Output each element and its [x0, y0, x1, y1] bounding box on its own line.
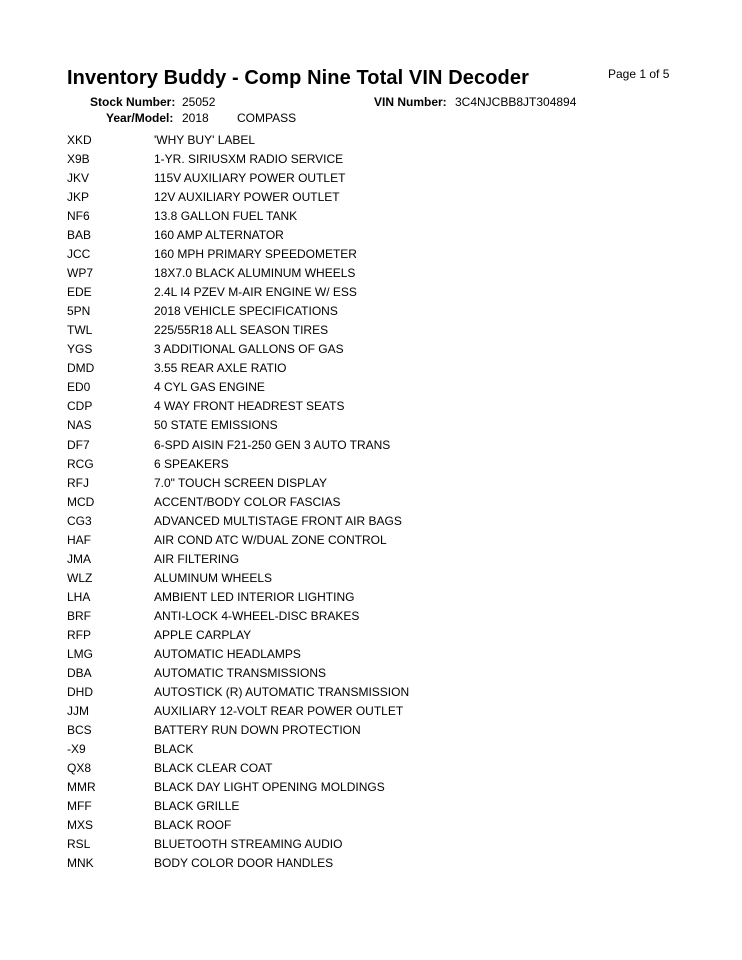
option-description: 4 CYL GAS ENGINE	[154, 380, 265, 395]
option-description: AUXILIARY 12-VOLT REAR POWER OUTLET	[154, 703, 404, 718]
option-row	[67, 513, 667, 532]
option-row	[67, 836, 667, 855]
option-description: BLACK ROOF	[154, 818, 232, 833]
option-description: AUTOMATIC TRANSMISSIONS	[154, 665, 327, 680]
option-row	[67, 151, 667, 170]
option-code: DHD	[67, 684, 93, 699]
option-row	[67, 303, 667, 322]
option-row	[67, 855, 667, 874]
option-row	[67, 532, 667, 551]
option-row	[67, 341, 667, 360]
option-row	[67, 227, 667, 246]
option-description: 115V AUXILIARY POWER OUTLET	[154, 171, 346, 186]
option-row	[67, 741, 667, 760]
option-description: ALUMINUM WHEELS	[154, 570, 273, 585]
option-description: APPLE CARPLAY	[154, 627, 252, 642]
option-row	[67, 132, 667, 151]
model-value: COMPASS	[237, 111, 297, 125]
option-code: CDP	[67, 399, 93, 414]
option-description: 'WHY BUY' LABEL	[154, 133, 256, 147]
option-description: 6-SPD AISIN F21-250 GEN 3 AUTO TRANS	[154, 437, 391, 452]
option-row	[67, 494, 667, 513]
option-row	[67, 627, 667, 646]
option-row	[67, 208, 667, 227]
option-code: TWL	[67, 323, 93, 338]
option-code: BCS	[67, 722, 92, 737]
option-code: MCD	[67, 494, 95, 509]
page-number: Page 1 of 5	[608, 67, 670, 81]
option-row	[67, 475, 667, 494]
option-row	[67, 551, 667, 570]
option-code: XKD	[67, 133, 92, 147]
option-description: BLACK	[154, 742, 194, 756]
option-description: BLACK DAY LIGHT OPENING MOLDINGS	[154, 780, 385, 795]
option-description: 160 AMP ALTERNATOR	[154, 228, 284, 243]
option-code: WP7	[67, 266, 94, 281]
year-model-label: Year/Model:	[106, 111, 174, 125]
option-code: YGS	[67, 342, 93, 357]
option-code: X9B	[67, 152, 90, 167]
option-row	[67, 398, 667, 417]
option-code: LHA	[67, 589, 91, 604]
option-description: BLUETOOTH STREAMING AUDIO	[154, 837, 343, 852]
option-row	[67, 817, 667, 836]
option-description: AIR FILTERING	[154, 551, 240, 566]
option-code: DBA	[67, 665, 92, 680]
option-code: JCC	[67, 247, 91, 262]
option-row	[67, 665, 667, 684]
option-code: 5PN	[67, 304, 91, 319]
option-code: LMG	[67, 646, 94, 661]
option-row	[67, 322, 667, 341]
option-code: CG3	[67, 513, 92, 528]
option-description: 13.8 GALLON FUEL TANK	[154, 209, 298, 224]
option-code: MMR	[67, 780, 96, 795]
option-description: 4 WAY FRONT HEADREST SEATS	[154, 399, 345, 414]
option-description: 160 MPH PRIMARY SPEEDOMETER	[154, 247, 357, 262]
option-code: JMA	[67, 551, 91, 566]
option-description: 50 STATE EMISSIONS	[154, 418, 278, 433]
option-row	[67, 760, 667, 779]
option-code: BRF	[67, 608, 91, 623]
option-description: 12V AUXILIARY POWER OUTLET	[154, 190, 340, 205]
stock-number-value: 25052	[182, 95, 216, 109]
option-code: MXS	[67, 818, 94, 833]
option-code: HAF	[67, 532, 91, 547]
option-description: 2.4L I4 PZEV M-AIR ENGINE W/ ESS	[154, 285, 357, 300]
option-row	[67, 379, 667, 398]
option-description: AUTOMATIC HEADLAMPS	[154, 646, 301, 661]
option-description: 6 SPEAKERS	[154, 456, 229, 471]
option-row	[67, 646, 667, 665]
option-description: ANTI-LOCK 4-WHEEL-DISC BRAKES	[154, 608, 360, 623]
option-row	[67, 722, 667, 741]
option-row	[67, 570, 667, 589]
option-code: RFP	[67, 627, 91, 642]
option-description: BATTERY RUN DOWN PROTECTION	[154, 722, 361, 737]
option-row	[67, 417, 667, 436]
option-code: -X9	[67, 742, 86, 756]
option-code: WLZ	[67, 570, 93, 585]
option-row	[67, 437, 667, 456]
option-description: 3.55 REAR AXLE RATIO	[154, 361, 287, 376]
option-description: ADVANCED MULTISTAGE FRONT AIR BAGS	[154, 513, 402, 528]
year-value: 2018	[182, 111, 209, 125]
option-row	[67, 284, 667, 303]
option-description: 2018 VEHICLE SPECIFICATIONS	[154, 304, 338, 319]
option-description: 3 ADDITIONAL GALLONS OF GAS	[154, 342, 344, 357]
page-title: Inventory Buddy - Comp Nine Total VIN Decoder	[67, 67, 529, 89]
option-row	[67, 456, 667, 475]
option-row	[67, 589, 667, 608]
option-row	[67, 246, 667, 265]
option-code: RFJ	[67, 475, 89, 490]
option-code: DMD	[67, 361, 95, 376]
option-description: BLACK CLEAR COAT	[154, 761, 273, 776]
option-description: 18X7.0 BLACK ALUMINUM WHEELS	[154, 266, 356, 281]
option-description: AIR COND ATC W/DUAL ZONE CONTROL	[154, 532, 387, 547]
option-code: RSL	[67, 837, 91, 852]
option-description: AUTOSTICK (R) AUTOMATIC TRANSMISSION	[154, 684, 410, 699]
option-code: QX8	[67, 761, 92, 776]
option-code-list	[67, 132, 667, 874]
option-row	[67, 684, 667, 703]
option-code: JJM	[67, 703, 89, 718]
option-code: DF7	[67, 437, 90, 452]
option-description: AMBIENT LED INTERIOR LIGHTING	[154, 589, 355, 604]
option-row	[67, 189, 667, 208]
option-description: 225/55R18 ALL SEASON TIRES	[154, 323, 329, 338]
option-row	[67, 360, 667, 379]
option-row	[67, 798, 667, 817]
option-row	[67, 170, 667, 189]
option-row	[67, 779, 667, 798]
vin-value: 3C4NJCBB8JT304894	[455, 95, 577, 109]
option-description: BLACK GRILLE	[154, 799, 240, 814]
option-description: BODY COLOR DOOR HANDLES	[154, 856, 334, 871]
option-code: MNK	[67, 856, 94, 871]
option-row	[67, 608, 667, 627]
option-description: 7.0" TOUCH SCREEN DISPLAY	[154, 475, 327, 490]
option-description: 1-YR. SIRIUSXM RADIO SERVICE	[154, 152, 344, 167]
stock-number-label: Stock Number:	[90, 95, 176, 109]
option-code: ED0	[67, 380, 91, 395]
option-code: RCG	[67, 456, 94, 471]
option-description: ACCENT/BODY COLOR FASCIAS	[154, 494, 341, 509]
option-row	[67, 703, 667, 722]
option-code: BAB	[67, 228, 92, 243]
option-code: JKP	[67, 190, 90, 205]
option-code: JKV	[67, 171, 90, 186]
option-code: MFF	[67, 799, 92, 814]
option-row	[67, 265, 667, 284]
option-code: NF6	[67, 209, 90, 224]
option-code: NAS	[67, 418, 92, 433]
option-code: EDE	[67, 285, 92, 300]
vin-label: VIN Number:	[374, 95, 447, 109]
